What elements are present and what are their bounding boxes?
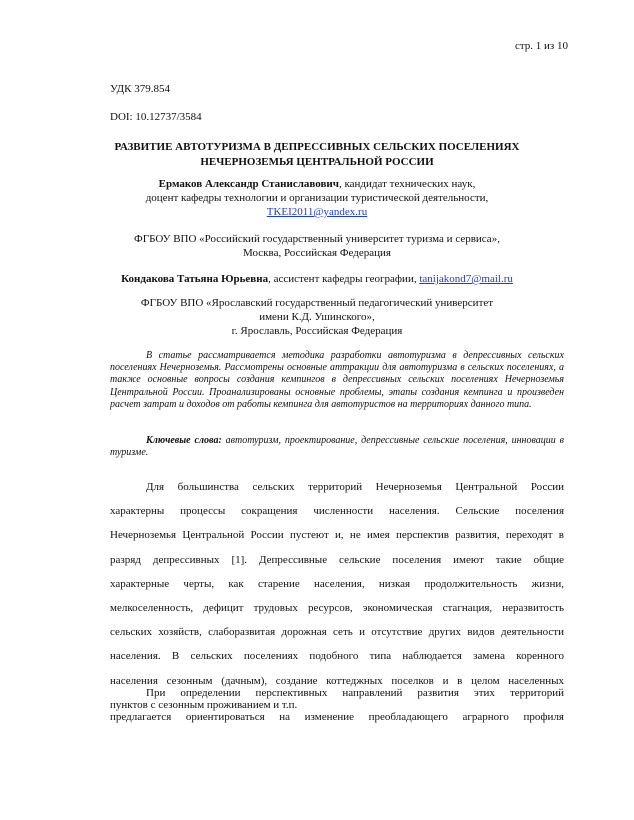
author-2-affiliation	[40, 296, 594, 338]
keywords-list: автотуризм, проектирование, депрессивные сельские поселения, инновации в туризме.	[110, 435, 564, 459]
body-line: характерны процессы сокращения численности населения. Сельские поселения	[110, 505, 564, 518]
body-line: Для большинства сельских территорий Нечерноземья Центральной России	[146, 481, 564, 493]
author-1-affiliation	[40, 232, 594, 260]
author-2-email-link[interactable]: tanijakond7@mail.ru	[419, 273, 513, 285]
title-line-1: РАЗВИТИЕ АВТОТУРИЗМА В ДЕПРЕССИВНЫХ СЕЛЬСКИХ ПОСЕЛЕНИЯХ	[114, 141, 520, 153]
page-number: стр. 1 из 10	[514, 40, 568, 52]
body-line: мелкоселенность, дефицит трудовых ресурсов, экономическая стагнация, неразвитость	[110, 602, 564, 615]
author-2-org-line-1: ФГБОУ ВПО «Ярославский государственный педагогический университет	[140, 297, 494, 309]
author-2-position: , ассистент кафедры географии,	[268, 273, 420, 285]
author-1-org-line-1: ФГБОУ ВПО «Российский государственный университет туризма и сервиса»,	[134, 233, 500, 245]
author-1-position: доцент кафедры технологии и организации туристической деятельности,	[145, 192, 489, 204]
author-2-line	[40, 272, 594, 286]
author-2-org-line-3: г. Ярославль, Российская Федерация	[231, 325, 403, 337]
author-2-org-line-2: имени К.Д. Ушинского»,	[259, 311, 375, 323]
body-paragraph-2	[110, 681, 564, 729]
author-1-name: Ермаков Александр Станиславович	[158, 178, 339, 190]
body-line: населения сезонным (дачным), создание коттеджных поселков и в целом населенных	[110, 674, 564, 687]
paper-title	[60, 140, 574, 170]
author-1-org-line-2: Москва, Российская Федерация	[243, 247, 391, 259]
body-line: При определении перспективных направлений развития этих территорий	[146, 687, 564, 699]
keywords	[110, 435, 564, 459]
body-line: характерные черты, как старение населения, низкая продолжительность жизни,	[110, 577, 564, 590]
author-1-block	[40, 177, 594, 219]
body-line: предлагается ориентироваться на изменение преобладающего аграрного профиля	[110, 711, 564, 724]
body-line: пунктов с сезонным проживанием и т.п.	[110, 698, 298, 711]
doi: DOI: 10.12737/3584	[110, 111, 202, 123]
body-line: Нечерноземья Центральной России пустеют и, не имея перспектив развития, переходят в	[110, 529, 564, 542]
udk-code: УДК 379.854	[110, 83, 171, 95]
abstract: В статье рассматривается методика разработки автотуризма в депрессивных сельских поселениях Нечерноземья. Рассмотрены основные аттракции для автотуризма в сельских поселениях, а также основные вопросы создания кемпингов в депрессивных сельских поселениях Нечерноземья Центральной России. Проанализированы основные проблемы, этапы создания кемпинга и произведен расчет затрат и доходов от работы кемпинга для автотуристов на территориях данного типа.	[110, 350, 564, 410]
keywords-label: Ключевые слова:	[146, 435, 222, 446]
author-1-degree: , кандидат технических наук,	[338, 178, 476, 190]
author-2-name: Кондакова Татьяна Юрьевна	[121, 273, 269, 285]
title-line-2: НЕЧЕРНОЗЕМЬЯ ЦЕНТРАЛЬНОЙ РОССИИ	[200, 156, 434, 168]
author-1-email-link[interactable]: TKEI2011@yandex.ru	[266, 206, 368, 218]
body-line: сельских хозяйств, слаборазвитая дорожная сеть и отсутствие других видов деятельности	[110, 626, 564, 639]
body-line: населения. В сельских поселениях подобного типа наблюдается замена коренного	[110, 650, 564, 663]
body-line: разряд депрессивных [1]. Депрессивные сельские поселения имеют такие общие	[110, 553, 564, 566]
